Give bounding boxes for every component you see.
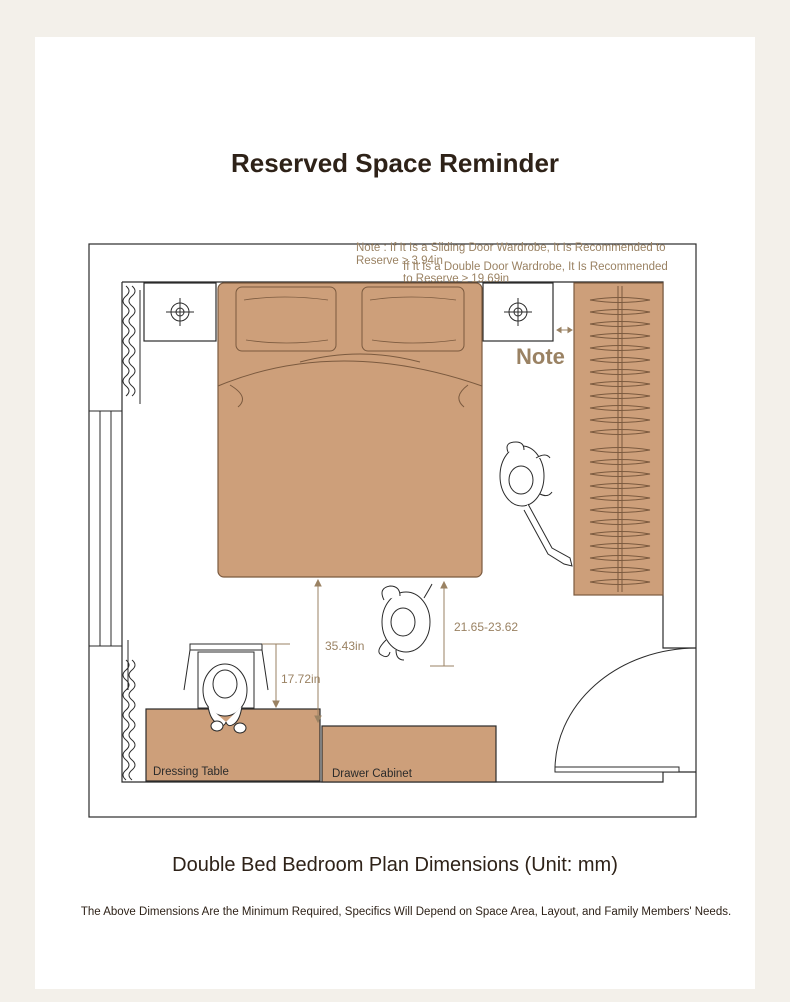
note-double-line1: If It Is a Double Door Wardrobe, It Is Recommended <box>403 261 668 273</box>
person-wardrobe-icon <box>500 442 572 566</box>
dim-label-bed-to-cabinet: 35.43in <box>325 639 365 653</box>
curtain-bottom <box>123 640 135 780</box>
double-bed <box>218 283 482 577</box>
nightstand-right <box>483 283 553 341</box>
window <box>89 411 122 646</box>
dim-label-chair-to-table: 17.72in <box>281 672 321 686</box>
person-bottom-icon <box>379 584 432 660</box>
dressing-table-label: Dressing Table <box>153 766 229 778</box>
dim-label-bed-to-person: 21.65-23.62 <box>454 620 519 634</box>
curtain-top <box>123 286 140 404</box>
dim-bed-to-person <box>430 582 454 666</box>
page-title: Reserved Space Reminder <box>230 148 560 178</box>
wardrobe-reserve-arrow <box>557 328 572 333</box>
wardrobe <box>574 283 663 595</box>
plan-caption: Double Bed Bedroom Plan Dimensions (Unit: mm) <box>172 854 618 876</box>
door <box>555 648 696 772</box>
footnote: The Above Dimensions Are the Minimum Required, Specifics Will Depend on Space Area, Layout, and Family Members' Needs. <box>80 906 732 918</box>
note-double-line2: to Reserve ≥ 19.69in <box>403 273 510 285</box>
dim-bed-to-cabinet <box>315 580 321 722</box>
note-sliding-line1: Note : If It Is a Sliding Door Wardrobe, It Is Recommended to <box>356 242 666 254</box>
note-label: Note <box>516 344 565 369</box>
drawer-cabinet-label: Drawer Cabinet <box>332 768 412 780</box>
note-sliding-line2: Reserve ≥ 3.94in <box>356 255 443 267</box>
nightstand-left <box>144 283 216 341</box>
